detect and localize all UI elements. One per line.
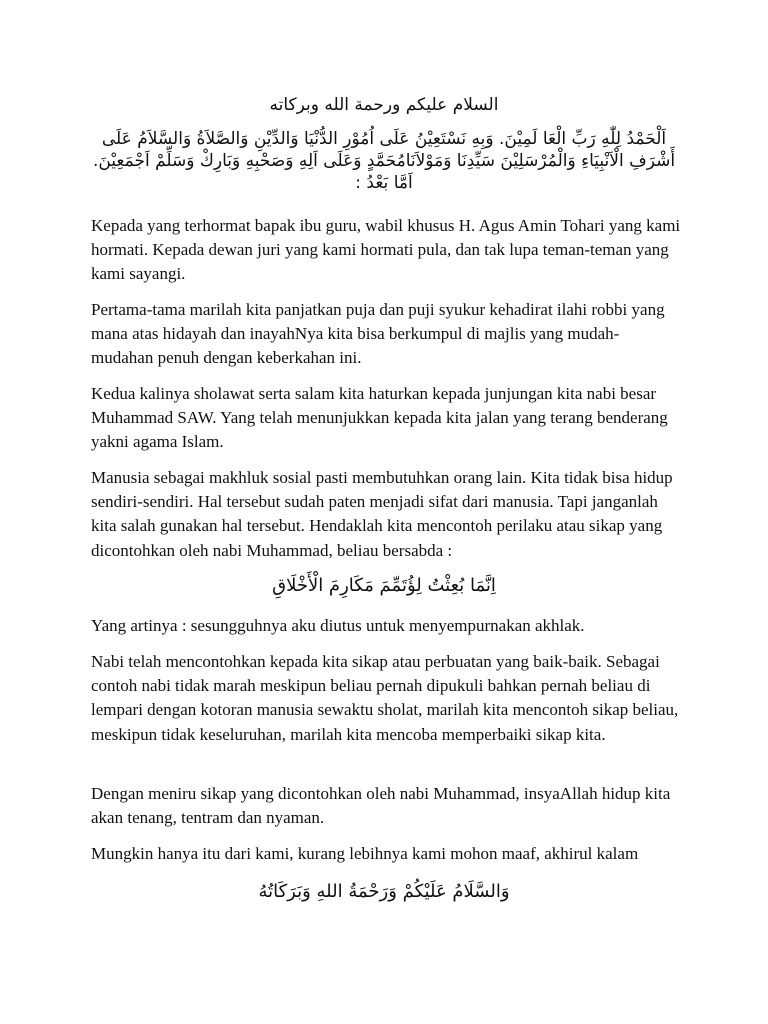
salam-opening: السلام عليكم ورحمة الله وبركاته	[269, 95, 499, 115]
paragraph-translation: Yang artinya : sesungguhnya aku diutus untuk menyempurnakan akhlak.	[91, 616, 585, 635]
hadith-quote: اِنَّمَا بُعِثْتُ لِؤُتَمِّمَ مَكَارِمَ الْأَخْلَاقِ	[272, 575, 496, 596]
paragraph-imitate: Dengan meniru sikap yang dicontohkan oleh nabi Muhammad, insyaAllah hidup kita akan tenang, tentram dan nyaman.	[91, 784, 671, 828]
paragraph-closing: Mungkin hanya itu dari kami, kurang lebihnya kami mohon maaf, akhirul kalam	[91, 844, 639, 863]
paragraph-social-being: Manusia sebagai makhluk sosial pasti membutuhkan orang lain. Kita tidak bisa hidup sendiri-sendiri. Hal tersebut sudah paten menjadi sifat dari manusia. Tapi janganlah kita salah gunakan hal tersebut. Hendaklah kita mencontoh perilaku atau sikap yang dicontohkan oleh nabi Muhammad, beliau bersabda :	[91, 468, 673, 560]
paragraph-example: Nabi telah mencontohkan kepada kita sikap atau perbuatan yang baik-baik. Sebagai contoh nabi tidak marah meskipun beliau pernah dipukuli bahkan pernah beliau di lempari dengan kotoran manusia sewaktu sholat, marilah kita mencontoh sikap beliau, meskipun tidak keseluruhan, marilah kita mencoba memperbaiki sikap kita.	[91, 652, 679, 744]
salam-closing: وَالسَّلَامُ عَلَيْكُمْ وَرَحْمَةُ اللهِ وَبَرَكَاتُهُ	[258, 881, 510, 902]
opening-prayer: اَلْحَمْدُ لِلّٰهِ رَبِّ الْعَا لَمِيْنَ. وَبِهِ نَسْتَعِيْنُ عَلَى اُمُوْرِ الدُّنْيَا وَالدِّيْنِ وَالصَّلاَةُ وَالسَّلاَمُ عَلَى أَشْرَفِ الْاَنْبِيَاءِ وَالْمُرْسَلِيْنَ سَيِّدِنَا وَمَوْلاَنَامُحَمَّدٍ وَعَلَى اَلِهِ وَصَحْبِهِ وَبَارِكْ وَسَلِّمْ اَجْمَعِيْنَ. اَمَّا بَعْدُ :	[92, 129, 676, 193]
paragraph-greeting: Kepada yang terhormat bapak ibu guru, wabil khusus H. Agus Amin Tohari yang kami hormati. Kepada dewan juri yang kami hormati pula, dan tak lupa teman-teman yang kami sayangi.	[91, 216, 681, 284]
paragraph-sholawat: Kedua kalinya sholawat serta salam kita haturkan kepada junjungan kita nabi besar Muhammad SAW. Yang telah menunjukkan kepada kita jalan yang terang benderang yakni agama Islam.	[91, 384, 668, 452]
paragraph-gratitude: Pertama-tama marilah kita panjatkan puja dan puji syukur kehadirat ilahi robbi yang mana atas hidayah dan inayahNya kita bisa berkumpul di majlis yang mudah-mudahan penuh dengan keberkahan ini.	[91, 300, 665, 368]
